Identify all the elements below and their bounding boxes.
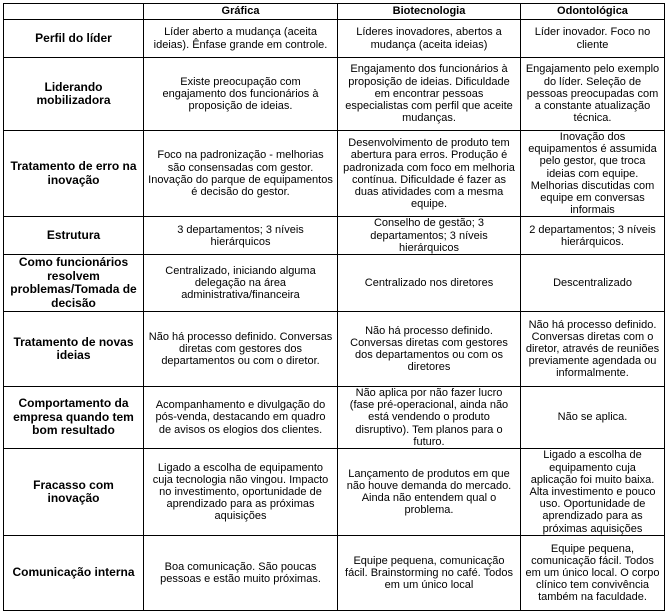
table-cell: Desenvolvimento de produto tem abertura para erros. Produção é padronizada com foco em melhoria contínua. Dificuldade é fazer as duas atividades com a mesma equipe. <box>338 131 521 217</box>
row-label: Estrutura <box>4 217 144 255</box>
table-cell: 3 departamentos; 3 níveis hierárquicos <box>144 217 338 255</box>
table-row <box>4 312 665 387</box>
table-cell: Equipe pequena, comunicação fácil. Brainstorming no café. Todos em um único local <box>338 536 521 611</box>
table-cell: Ligado a escolha de equipamento cuja aplicação foi muito baixa. Alta investimento e pouco uso. Oportunidade de aprendizado para as próximas aquisições <box>521 449 665 536</box>
header-biotecnologia: Biotecnologia <box>338 4 521 20</box>
header-empty <box>4 4 144 20</box>
table-row <box>4 255 665 312</box>
table-cell: Engajamento pelo exemplo do líder. Seleção de pessoas preocupadas com a constante atualização técnica. <box>521 58 665 131</box>
comparison-table <box>3 3 665 611</box>
table-cell: 2 departamentos; 3 níveis hierárquicos. <box>521 217 665 255</box>
table-cell: Centralizado nos diretores <box>338 255 521 312</box>
row-label: Comportamento da empresa quando tem bom resultado <box>4 387 144 449</box>
row-label: Liderando mobilizadora <box>4 58 144 131</box>
table-cell: Não aplica por não fazer lucro (fase pré-operacional, ainda não está vendendo o produto disruptivo). Tem planos para o futuro. <box>338 387 521 449</box>
header-odontologica: Odontológica <box>521 4 665 20</box>
row-label: Fracasso com inovação <box>4 449 144 536</box>
table-cell: Não há processo definido. Conversas diretas com gestores dos departamentos ou com o diretor. <box>144 312 338 387</box>
table-cell: Engajamento dos funcionários à proposição de ideias. Dificuldade em encontrar pessoas especialistas com perfil que aceite mudanças. <box>338 58 521 131</box>
table-row <box>4 58 665 131</box>
row-label: Tratamento de erro na inovação <box>4 131 144 217</box>
table-row <box>4 536 665 611</box>
table-cell: Boa comunicação. São poucas pessoas e estão muito próximas. <box>144 536 338 611</box>
table-cell: Foco na padronização - melhorias são consensadas com gestor. Inovação do parque de equipamentos é decisão do gestor. <box>144 131 338 217</box>
row-label: Tratamento de novas ideias <box>4 312 144 387</box>
table-cell: Não há processo definido. Conversas diretas com o diretor, através de reuniões previamente agendada ou informalmente. <box>521 312 665 387</box>
table-cell: Conselho de gestão; 3 departamentos; 3 níveis hierárquicos <box>338 217 521 255</box>
table-row <box>4 217 665 255</box>
table-row <box>4 449 665 536</box>
table-cell: Centralizado, iniciando alguma delegação na área administrativa/financeira <box>144 255 338 312</box>
header-row <box>4 4 665 20</box>
table-cell: Acompanhamento e divulgação do pós-venda, destacando em quadro de avisos os elogios dos clientes. <box>144 387 338 449</box>
table-cell: Equipe pequena, comunicação fácil. Todos em um único local. O corpo clínico tem convivência também na faculdade. <box>521 536 665 611</box>
table-cell: Inovação dos equipamentos é assumida pelo gestor, que troca ideias com equipe. Melhorias discutidas com equipe em conversas informais <box>521 131 665 217</box>
table-cell: Líder inovador. Foco no cliente <box>521 20 665 58</box>
table-cell: Não se aplica. <box>521 387 665 449</box>
table-row <box>4 387 665 449</box>
table-row <box>4 131 665 217</box>
header-grafica: Gráfica <box>144 4 338 20</box>
row-label: Como funcionários resolvem problemas/Tomada de decisão <box>4 255 144 312</box>
row-label: Comunicação interna <box>4 536 144 611</box>
table-cell: Lançamento de produtos em que não houve demanda do mercado. Ainda não entendem qual o problema. <box>338 449 521 536</box>
table-cell: Líder aberto a mudança (aceita ideias). Ênfase grande em controle. <box>144 20 338 58</box>
table-cell: Não há processo definido. Conversas diretas com gestores dos departamentos ou com os diretores <box>338 312 521 387</box>
table-cell: Existe preocupação com engajamento dos funcionários à proposição de ideias. <box>144 58 338 131</box>
table-row <box>4 20 665 58</box>
row-label: Perfil do líder <box>4 20 144 58</box>
table-cell: Ligado a escolha de equipamento cuja tecnologia não vingou. Impacto no investimento, oportunidade de aprendizado para as próximas aquisições <box>144 449 338 536</box>
table-cell: Líderes inovadores, abertos a mudança (aceita ideias) <box>338 20 521 58</box>
table-cell: Descentralizado <box>521 255 665 312</box>
